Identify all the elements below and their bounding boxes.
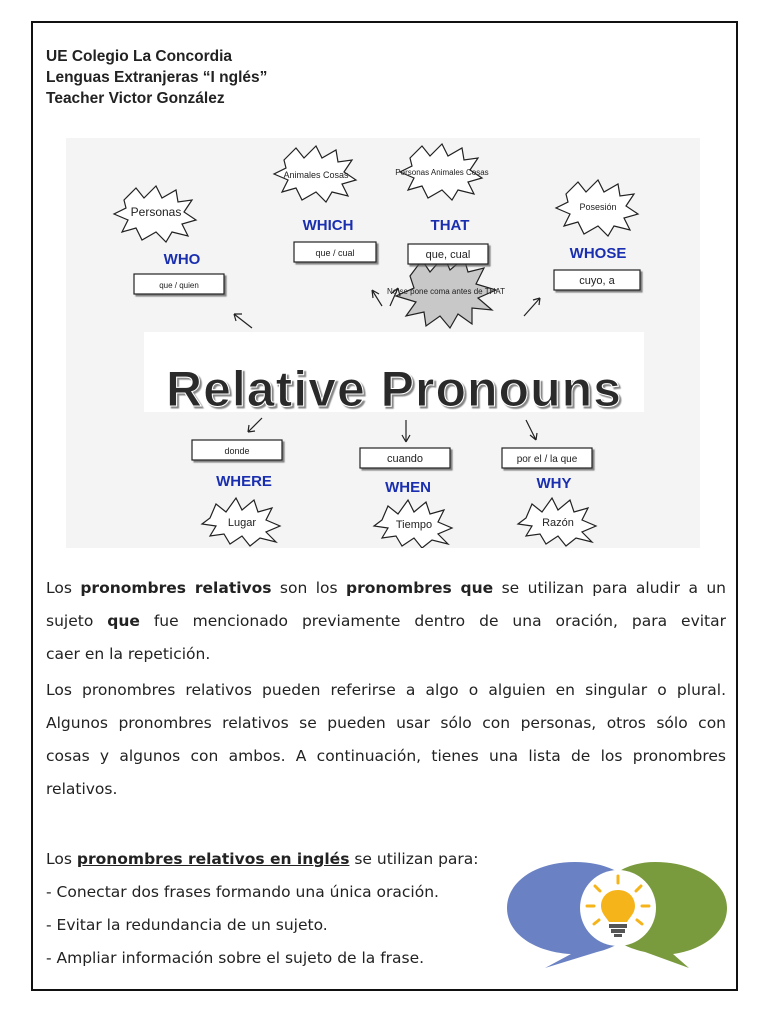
p1-text: fue mencionado previamente dentro de una oración, para evitar: [139, 612, 726, 630]
use-when: Tiempo: [395, 519, 433, 531]
uses-intro-bold: pronombres relativos en inglés: [76, 850, 350, 868]
pronoun-which: WHICH: [302, 217, 354, 234]
p1-line-1: [46, 572, 726, 605]
school-name: UE Colegio La Concordia: [46, 48, 233, 65]
document-header: [46, 46, 267, 109]
p1-bold-term: pronombres relativos: [80, 579, 272, 597]
p1-line-2: [46, 605, 726, 638]
uses-intro-text: se utilizan para:: [349, 850, 479, 868]
speech-bubbles-svg: [505, 850, 730, 970]
p1-bold-term: que: [107, 612, 140, 630]
uses-list: [46, 843, 479, 975]
use-whose: Posesión: [579, 202, 617, 212]
relative-pronouns-infographic: [66, 138, 700, 548]
translation-that: que, cual: [425, 249, 471, 261]
pronoun-who: WHO: [163, 251, 201, 268]
teacher-name: Teacher Victor González: [46, 90, 225, 107]
pronoun-when: WHEN: [385, 479, 431, 496]
p1-text: Los: [46, 579, 81, 597]
uses-intro-text: Los: [46, 850, 77, 868]
uses-item: - Conectar dos frases formando una única oración.: [46, 883, 439, 901]
use-where: Lugar: [227, 517, 257, 529]
use-that: Personas Animales Cosas: [395, 168, 489, 177]
translation-where: donde: [224, 446, 250, 456]
uses-item: - Ampliar información sobre el sujeto de la frase.: [46, 949, 425, 967]
pronoun-whose: WHOSE: [569, 245, 627, 262]
p1-text: se utilizan para aludir a un: [493, 579, 726, 597]
note-text: No se pone coma antes de THAT: [387, 287, 505, 296]
speech-bubbles-decoration: [505, 850, 730, 970]
infographic-title: Relative Pronouns: [166, 361, 622, 417]
uses-intro: [46, 843, 479, 876]
p2-line-4: relativos.: [46, 780, 118, 798]
infographic-svg: [66, 138, 700, 548]
paragraph-usage: [46, 674, 726, 806]
use-which: Animales Cosas: [283, 170, 349, 180]
translation-which: que / cual: [315, 248, 355, 258]
pronoun-why: WHY: [536, 475, 572, 492]
paragraph-definition: [46, 572, 726, 671]
p1-bold-term: pronombres que: [345, 579, 494, 597]
p1-text: sujeto: [46, 612, 108, 630]
p1-line-3: caer en la repetición.: [46, 645, 211, 663]
uses-item: - Evitar la redundancia de un sujeto.: [46, 916, 328, 934]
pronoun-that: THAT: [430, 217, 470, 234]
p2-line-1: Los pronombres relativos pueden referirse a algo o alguien en singular o plural.: [46, 681, 726, 699]
translation-when: cuando: [386, 453, 424, 465]
translation-whose: cuyo, a: [579, 275, 615, 287]
use-why: Razón: [542, 517, 574, 529]
pronoun-where: WHERE: [216, 473, 272, 490]
p2-line-2: Algunos pronombres relativos se pueden usar sólo con personas, otros sólo con: [46, 714, 726, 732]
subject-name: Lenguas Extranjeras “I nglés”: [46, 69, 268, 86]
p2-line-3: cosas y algunos con ambos. A continuación, tienes una lista de los pronombres: [46, 747, 726, 765]
translation-who: que / quien: [159, 281, 199, 290]
use-who: Personas: [130, 205, 182, 219]
translation-why: por el / la que: [516, 454, 578, 465]
p1-text: son los: [271, 579, 346, 597]
